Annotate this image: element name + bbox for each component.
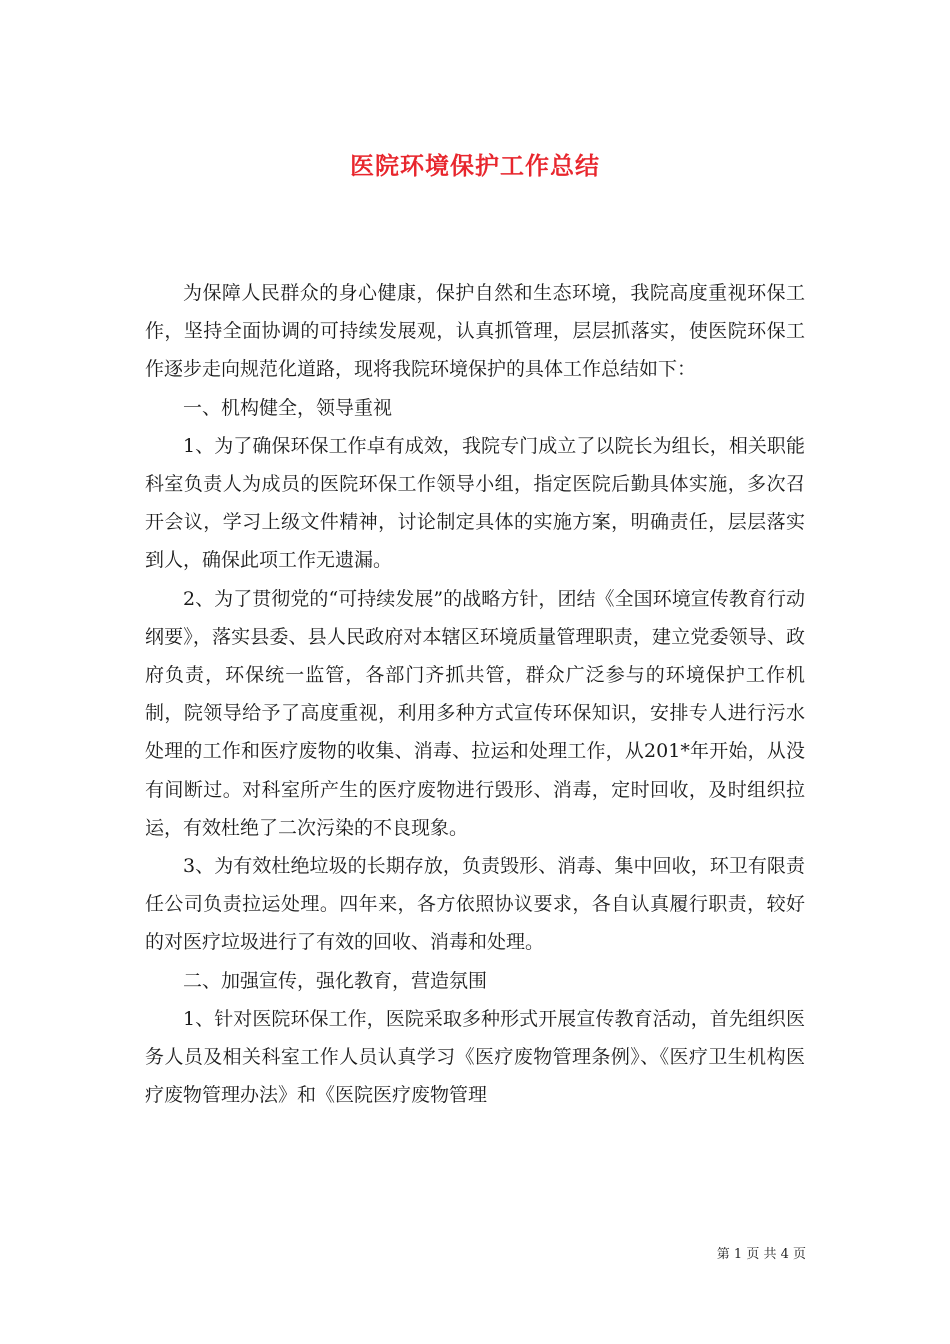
paragraph-intro: 为保障人民群众的身心健康，保护自然和生态环境，我院高度重视环保工作，坚持全面协调的可持续发展观，认真抓管理，层层抓落实，使医院环保工作逐步走向规范化道路，现将我院环境保护的具体工作总结如下： bbox=[145, 282, 805, 381]
paragraph-1-2: 2、为了贯彻党的“可持续发展”的战略方针，团结《全国环境宣传教育行动纲要》，落实县委、县人民政府对本辖区环境质量管理职责，建立党委领导、政府负责，环保统一监管，各部门齐抓共管，群众广泛参与的环境保护工作机制，院领导给予了高度重视，利用多种方式宣传环保知识，安排专人进行污水处理的工作和医疗废物的收集、消毒、拉运和处理工作，从201*年开始，从没有间断过。对科室所产生的医疗废物进行毁形、消毒，定时回收，及时组织拉运，有效杜绝了二次污染的不良现象。 bbox=[145, 587, 805, 839]
paragraph-2-1: 1、针对医院环保工作，医院采取多种形式开展宣传教育活动，首先组织医务人员及相关科室工作人员认真学习《医疗废物管理条例》、《医疗卫生机构医疗废物管理办法》和《医院医疗废物管理 bbox=[145, 1007, 805, 1107]
section-heading-2: 二、加强宣传，强化教育，营造氛围 bbox=[183, 969, 488, 992]
page-title: 医院环境保护工作总结 bbox=[350, 151, 600, 181]
page-footer: 第 1 页 共 4 页 bbox=[716, 1247, 806, 1262]
paragraph-1-1: 1、为了确保环保工作卓有成效，我院专门成立了以院长为组长，相关职能科室负责人为成员的医院环保工作领导小组，指定医院后勤具体实施，多次召开会议，学习上级文件精神，讨论制定具体的实施方案，明确责任，层层落实到人，确保此项工作无遗漏。 bbox=[145, 434, 805, 572]
document-body bbox=[145, 274, 805, 1114]
paragraph-1-3: 3、为有效杜绝垃圾的长期存放，负责毁形、消毒、集中回收，环卫有限责任公司负责拉运处理。四年来，各方依照协议要求，各自认真履行职责，较好的对医疗垃圾进行了有效的回收、消毒和处理。 bbox=[145, 855, 805, 954]
section-heading-1: 一、机构健全，领导重视 bbox=[183, 396, 393, 419]
